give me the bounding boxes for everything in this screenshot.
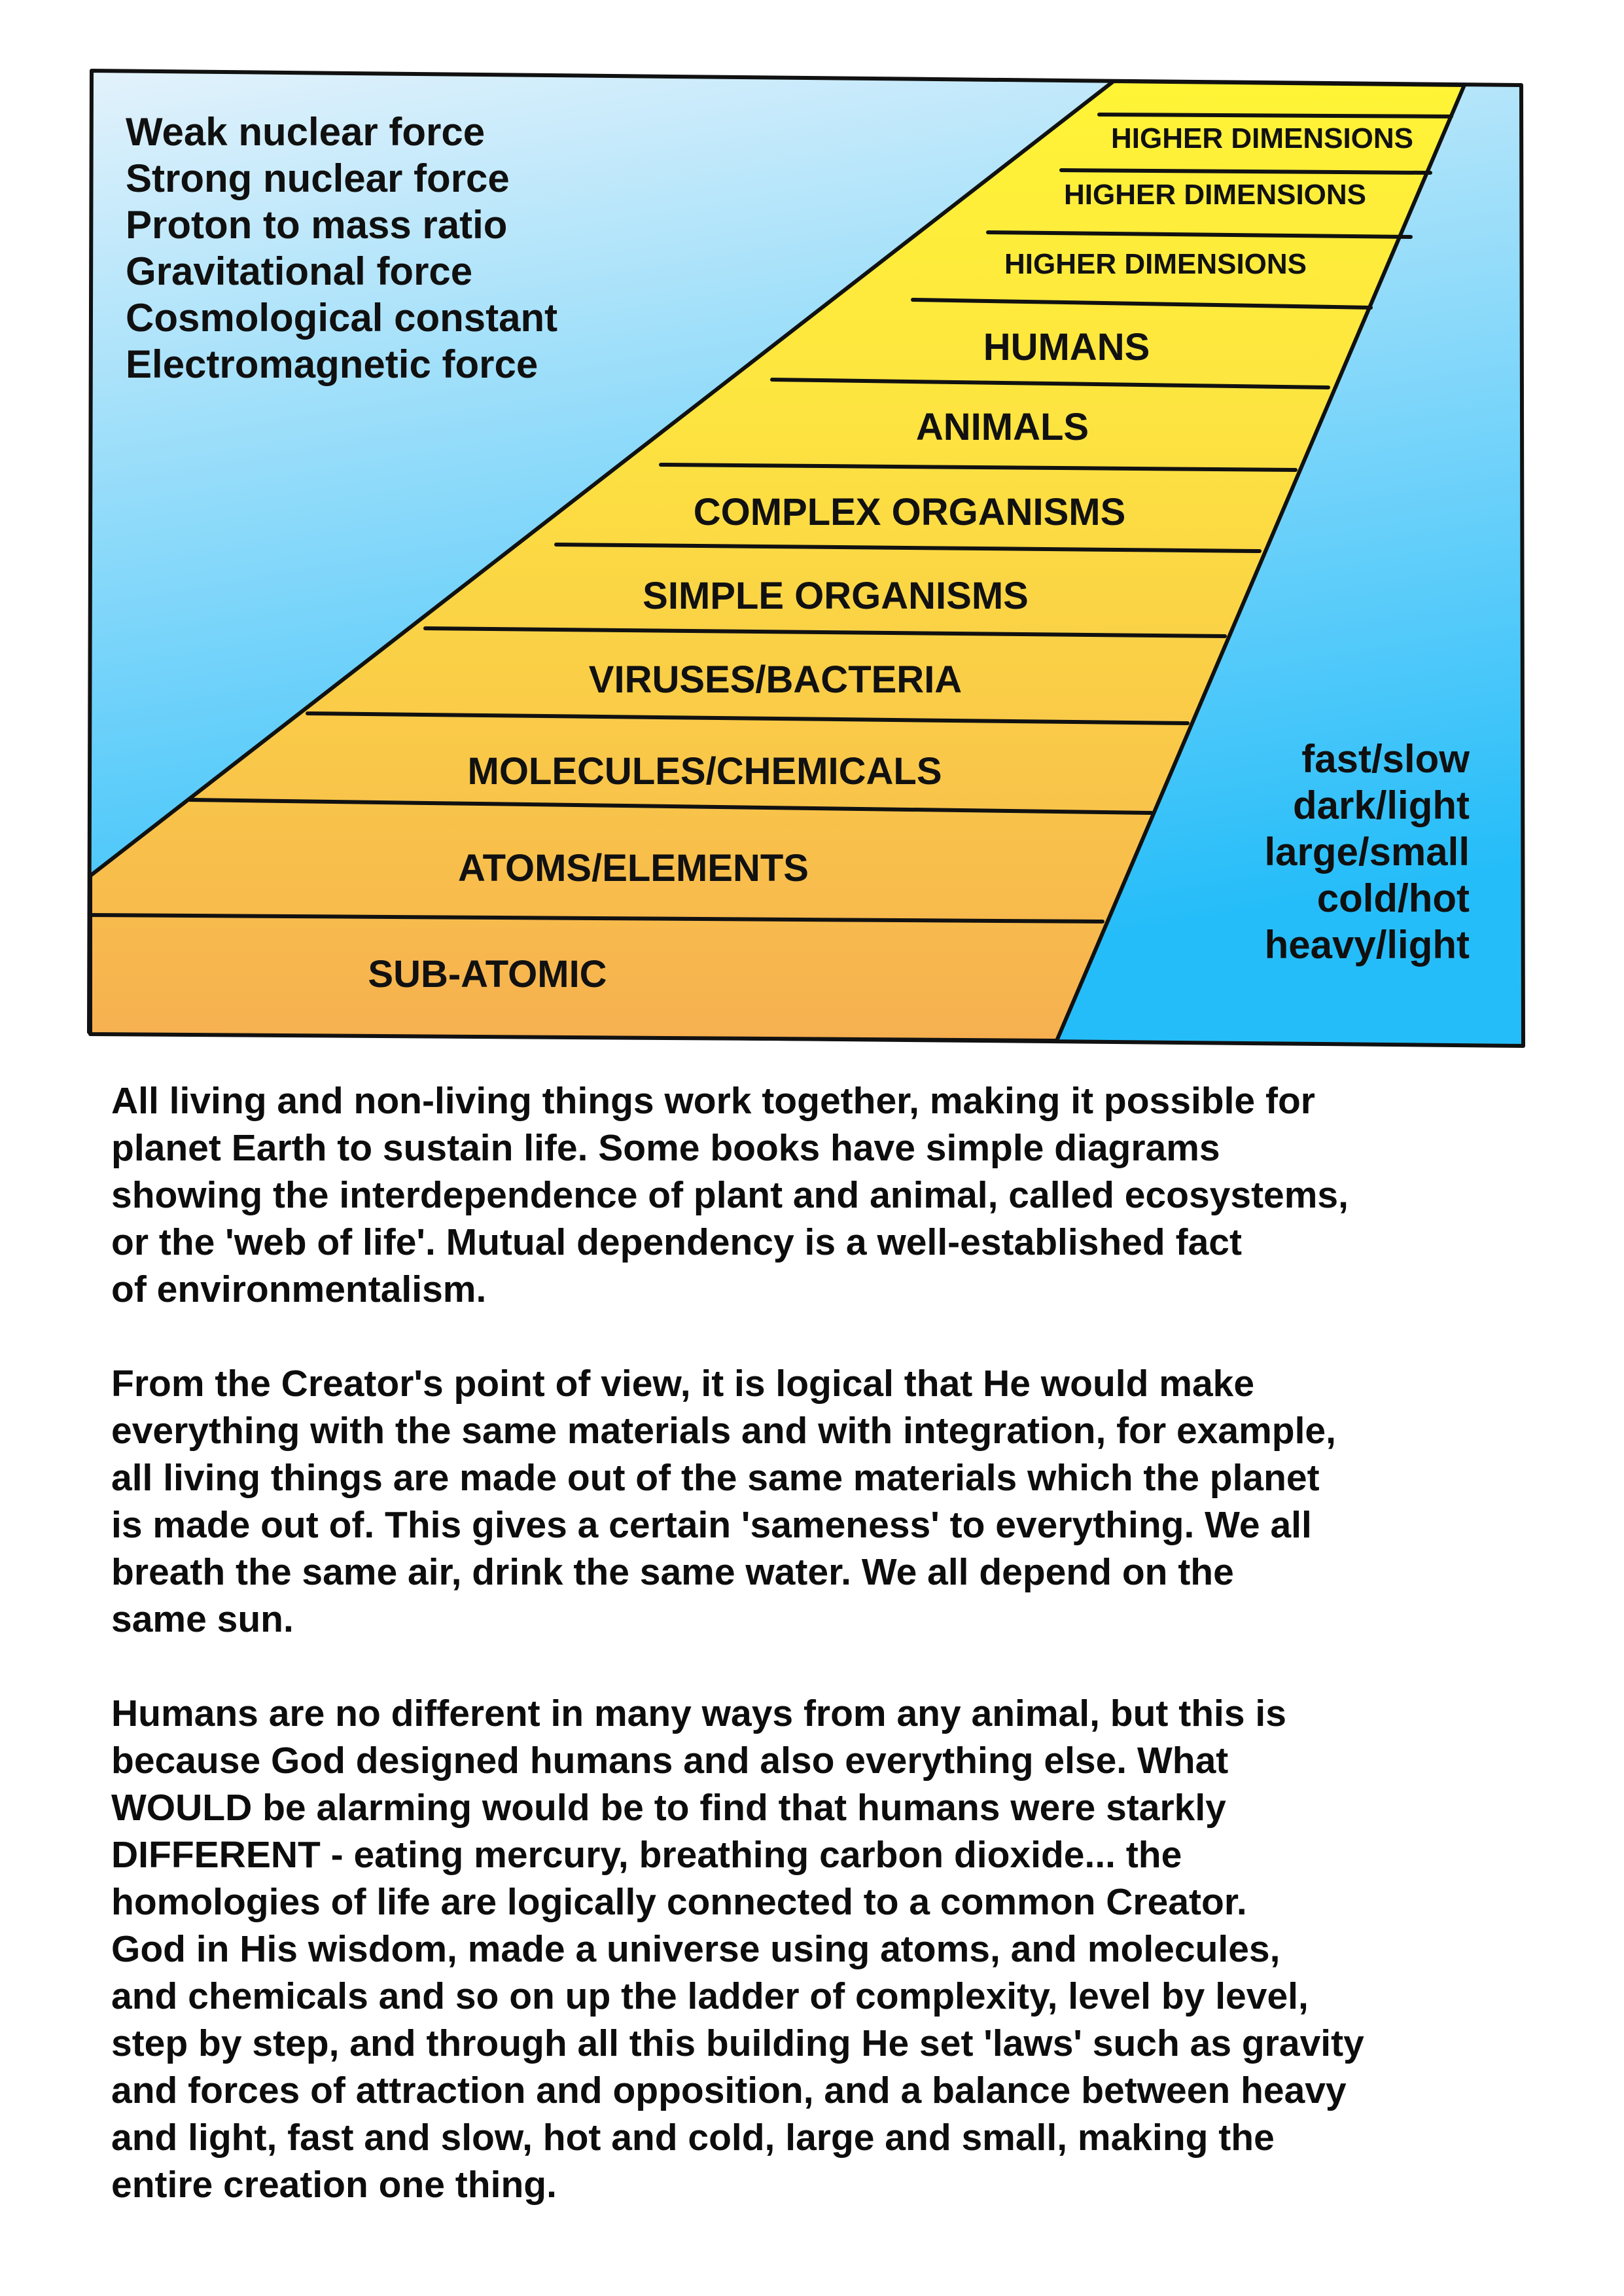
force-item: Electromagnetic force: [126, 342, 538, 386]
ladder-rung: [1099, 115, 1451, 117]
text-line: is made out of. This gives a certain 'sameness' to everything. We all: [111, 1504, 1312, 1546]
text-line: or the 'web of life'. Mutual dependency is a well-established fact: [111, 1221, 1242, 1263]
text-line: DIFFERENT - eating mercury, breathing carbon dioxide... the: [111, 1834, 1182, 1876]
text-line: entire creation one thing.: [111, 2164, 557, 2206]
text-line: because God designed humans and also everything else. What: [111, 1740, 1229, 1782]
step-label-molecules-chemicals: MOLECULES/CHEMICALS: [467, 750, 942, 793]
step-label-higher-dimensions-3: HIGHER DIMENSIONS: [1110, 122, 1414, 154]
force-item: Cosmological constant: [126, 296, 558, 340]
text-line: step by step, and through all this building He set 'laws' such as gravity: [111, 2022, 1364, 2064]
text-line: Humans are no different in many ways from any animal, but this is: [111, 1693, 1286, 1734]
text-line: and chemicals and so on up the ladder of complexity, level by level,: [111, 1975, 1309, 2017]
opposite-item: cold/hot: [1316, 876, 1470, 920]
fundamental-forces-list: [126, 109, 557, 387]
opposite-item: fast/slow: [1301, 737, 1470, 781]
step-label-animals: ANIMALS: [915, 406, 1089, 448]
body-text: [111, 1077, 1570, 2255]
paragraph-1: [111, 1077, 1570, 1313]
opposite-item: heavy/light: [1264, 923, 1470, 967]
text-line: WOULD be alarming would be to find that humans were starkly: [111, 1787, 1226, 1829]
step-label-viruses-bacteria: VIRUSES/BACTERIA: [588, 658, 962, 701]
force-item: Strong nuclear force: [126, 156, 510, 200]
text-line: All living and non-living things work together, making it possible for: [111, 1080, 1315, 1122]
paragraph-2: [111, 1360, 1570, 1643]
step-label-complex-organisms: COMPLEX ORGANISMS: [693, 491, 1126, 533]
text-line: God in His wisdom, made a universe using atoms, and molecules,: [111, 1928, 1280, 1970]
text-line: breath the same air, drink the same water. We all depend on the: [111, 1551, 1234, 1593]
step-label-atoms-elements: ATOMS/ELEMENTS: [458, 847, 809, 889]
text-line: From the Creator's point of view, it is logical that He would make: [111, 1363, 1255, 1405]
opposites-list: [1264, 736, 1470, 968]
step-label-higher-dimensions-2: HIGHER DIMENSIONS: [1063, 179, 1367, 211]
text-line: homologies of life are logically connected to a common Creator.: [111, 1881, 1247, 1923]
ladder-rung: [1061, 170, 1430, 173]
text-line: showing the interdependence of plant and animal, called ecosystems,: [111, 1174, 1349, 1216]
paragraph-3: [111, 1690, 1570, 2208]
text-line: everything with the same materials and with integration, for example,: [111, 1410, 1336, 1452]
step-label-simple-organisms: SIMPLE ORGANISMS: [643, 575, 1029, 617]
text-line: and forces of attraction and opposition, and a balance between heavy: [111, 2070, 1347, 2111]
force-item: Gravitational force: [126, 249, 473, 293]
step-label-higher-dimensions-1: HIGHER DIMENSIONS: [1004, 248, 1307, 280]
opposite-item: dark/light: [1292, 783, 1470, 827]
step-label-humans: HUMANS: [983, 326, 1150, 368]
force-item: Weak nuclear force: [126, 110, 485, 154]
opposite-item: large/small: [1264, 830, 1470, 874]
text-line: planet Earth to sustain life. Some books have simple diagrams: [111, 1127, 1220, 1169]
text-line: same sun.: [111, 1598, 294, 1640]
text-line: and light, fast and slow, hot and cold, large and small, making the: [111, 2117, 1275, 2159]
text-line: of environmentalism.: [111, 1268, 487, 1310]
step-label-sub-atomic: SUB-ATOMIC: [368, 953, 607, 996]
force-item: Proton to mass ratio: [126, 203, 508, 247]
text-line: all living things are made out of the same materials which the planet: [111, 1457, 1320, 1499]
